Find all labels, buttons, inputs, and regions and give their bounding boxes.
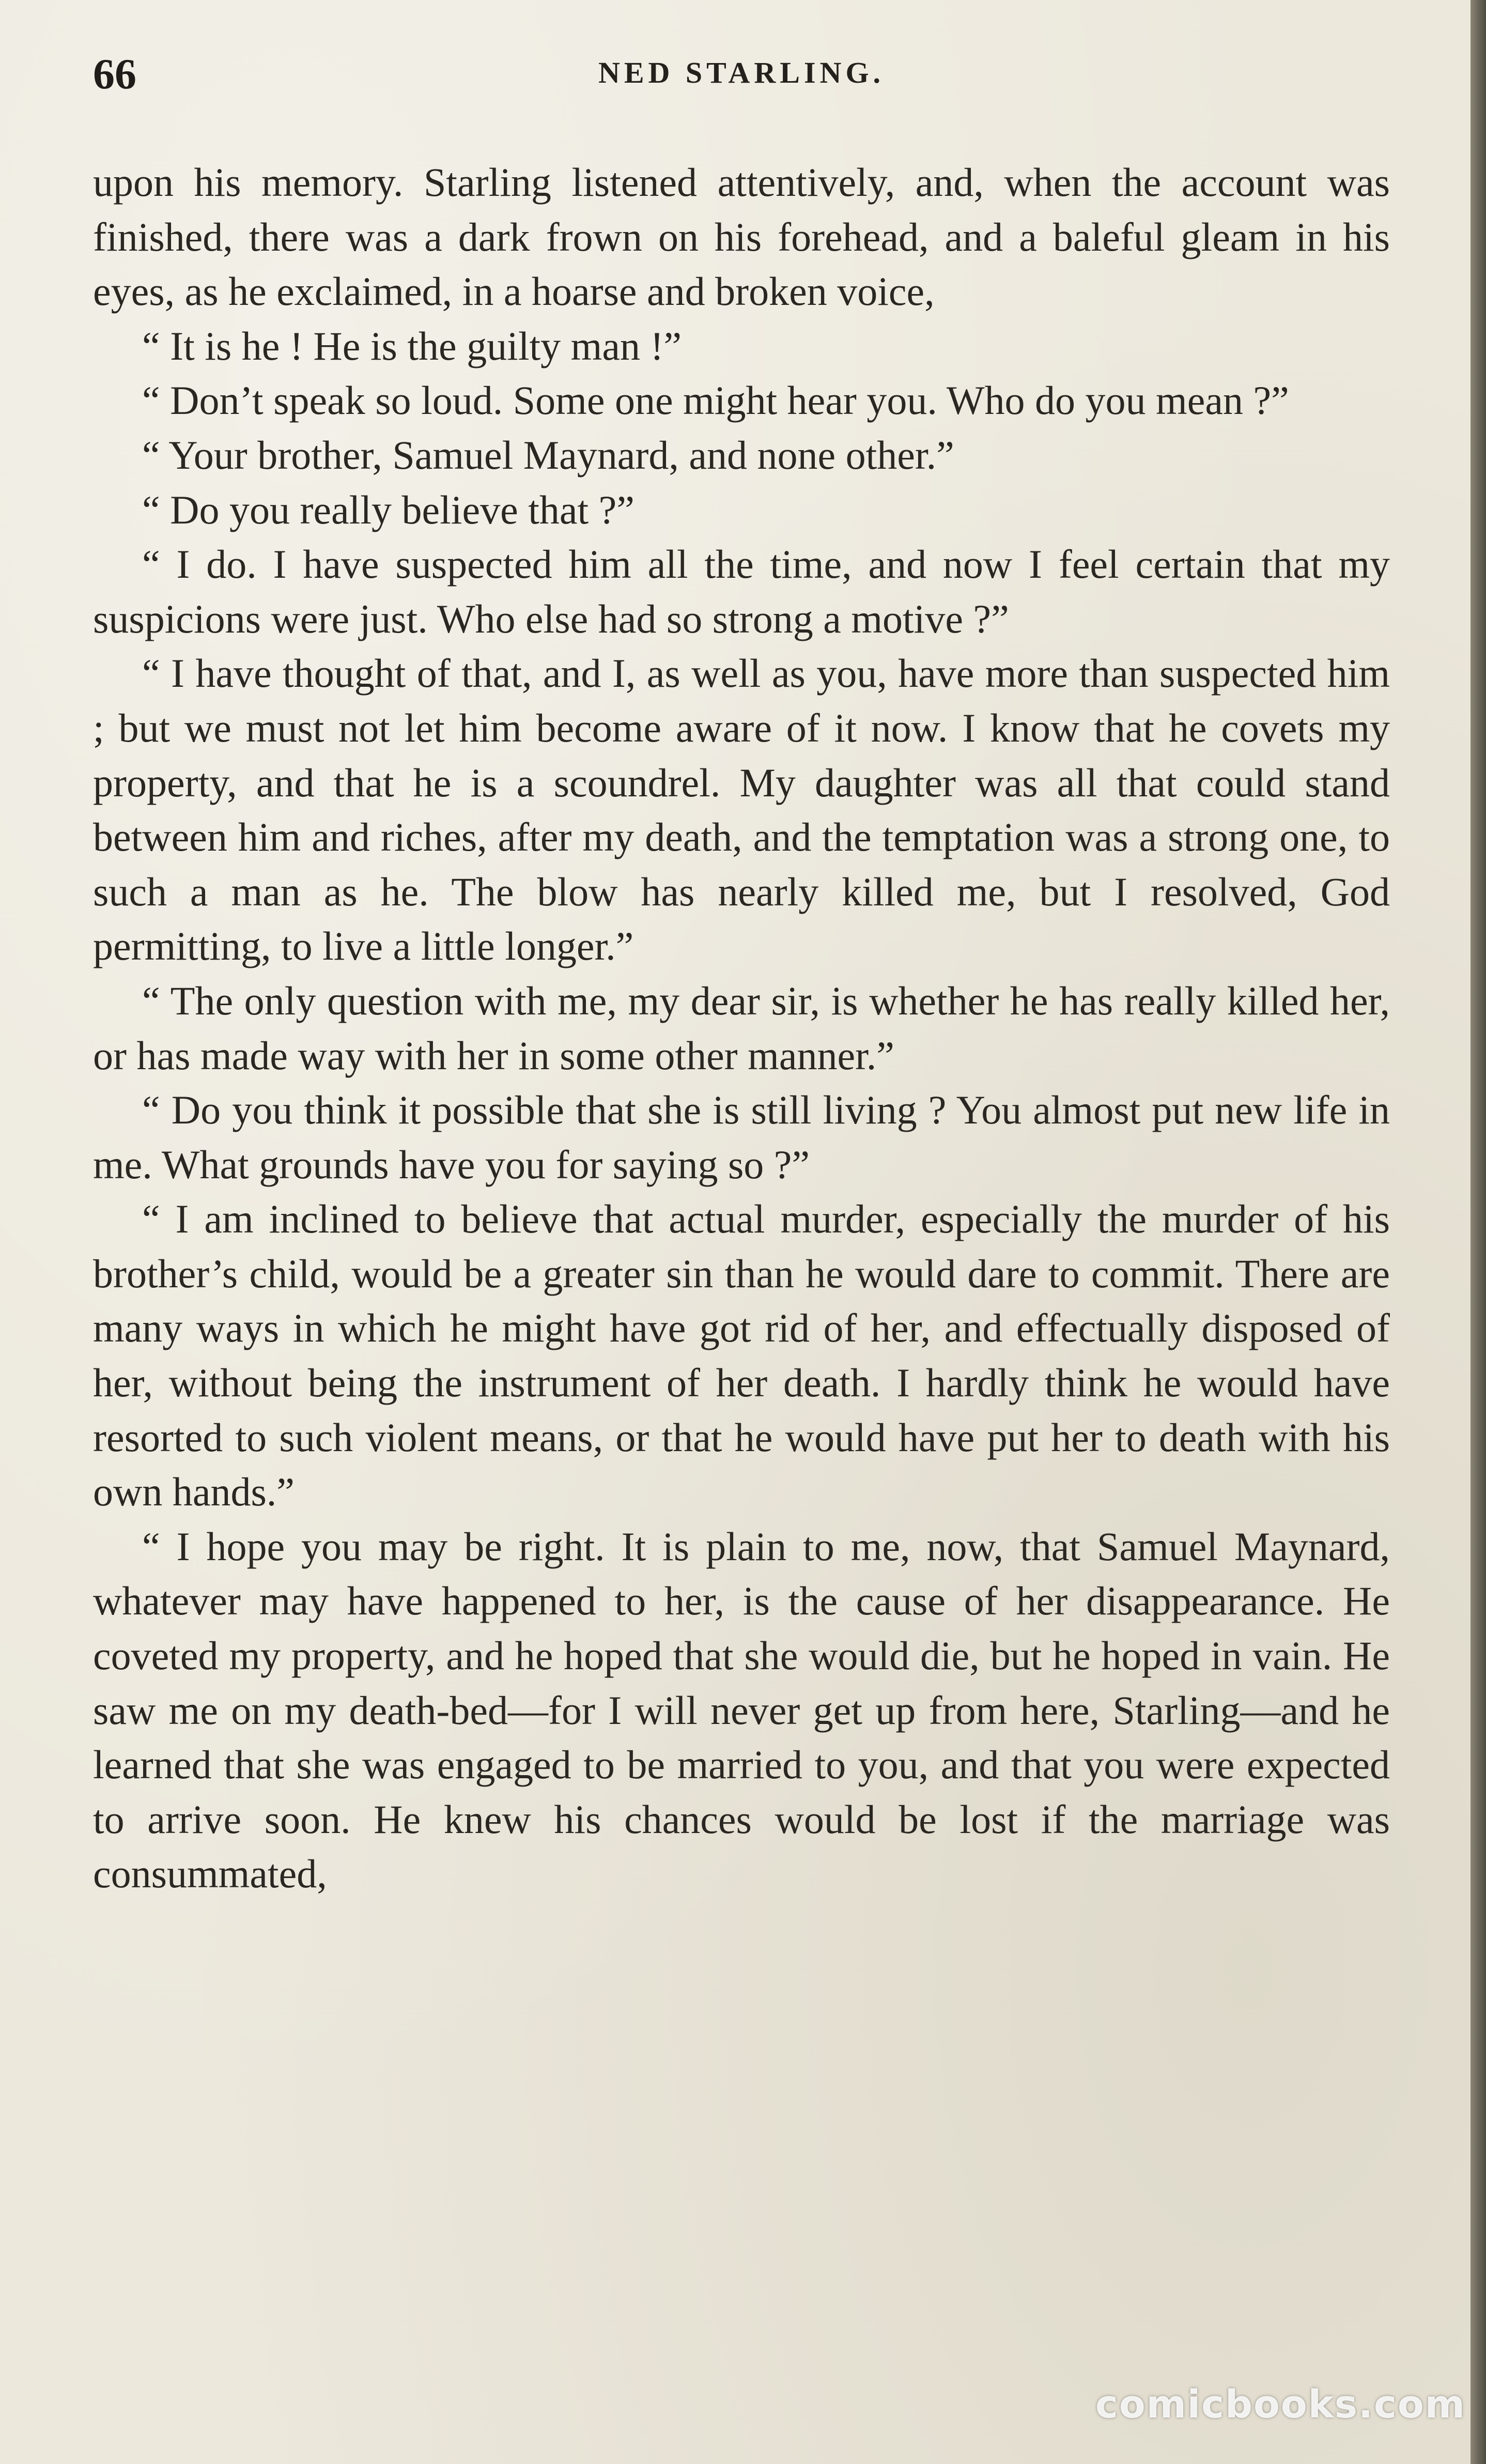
running-title: NED STARLING. [598,56,885,89]
paragraph: “ I do. I have suspected him all the time, and now I feel certain that my suspicions were just. Who else had so strong a motive ?” [93,542,1390,641]
page-edge [1470,0,1486,2464]
paragraph: “ It is he ! He is the guilty man !” [142,323,682,368]
page-number: 66 [93,50,136,98]
paragraph: “ Do you think it possible that she is still living ? You almost put new life in me. What grounds have you for saying so ?” [93,1087,1390,1187]
paragraph: “ I am inclined to believe that actual murder, especially the murder of his brother’s child, would be a greater sin than he would dare to commit. There are many ways in which he might have got rid of her, and effectually disposed of her, without being the instrument of her death. I hardly think he would have resorted to such violent means, or that he would have put her to death with his own hands.” [93,1196,1390,1515]
paragraph: “ Don’t speak so loud. Some one might hear you. Who do you mean ?” [142,378,1289,423]
paragraph: upon his memory. Starling listened attentively, and, when the account was finished, there was a dark frown on his forehead, and a baleful gleam in his eyes, as he exclaimed, in a hoarse and broken voice, [93,160,1390,314]
page-header [93,49,1390,96]
paragraph: “ Do you really believe that ?” [142,487,634,532]
watermark: comicbooks.com [1095,2382,1466,2427]
paragraph: “ Your brother, Samuel Maynard, and none other.” [142,432,954,478]
paragraph: “ I hope you may be right. It is plain to me, now, that Samuel Maynard, whatever may have happened to her, is the cause of her disappearance. He coveted my property, and he hoped that she would die, but he hoped in vain. He saw me on my death-bed—for I will never get up from here, Starling—and he learned that she was engaged to be married to you, and that you were expected to arrive soon. He knew his chances would be lost if the marriage was consummated, [93,1523,1390,1897]
paragraph: “ The only question with me, my dear sir, is whether he has really killed her, or has made way with her in some other manner.” [93,978,1390,1078]
paragraph: “ I have thought of that, and I, as well as you, have more than suspected him ; but we must not let him become aware of it now. I know that he covets my property, and that he is a scoundrel. My daughter was all that could stand between him and riches, after my death, and the temptation was a strong one, to such a man as he. The blow has nearly killed me, but I resolved, God permitting, to live a little longer.” [93,651,1390,969]
body-text [93,155,1390,1901]
